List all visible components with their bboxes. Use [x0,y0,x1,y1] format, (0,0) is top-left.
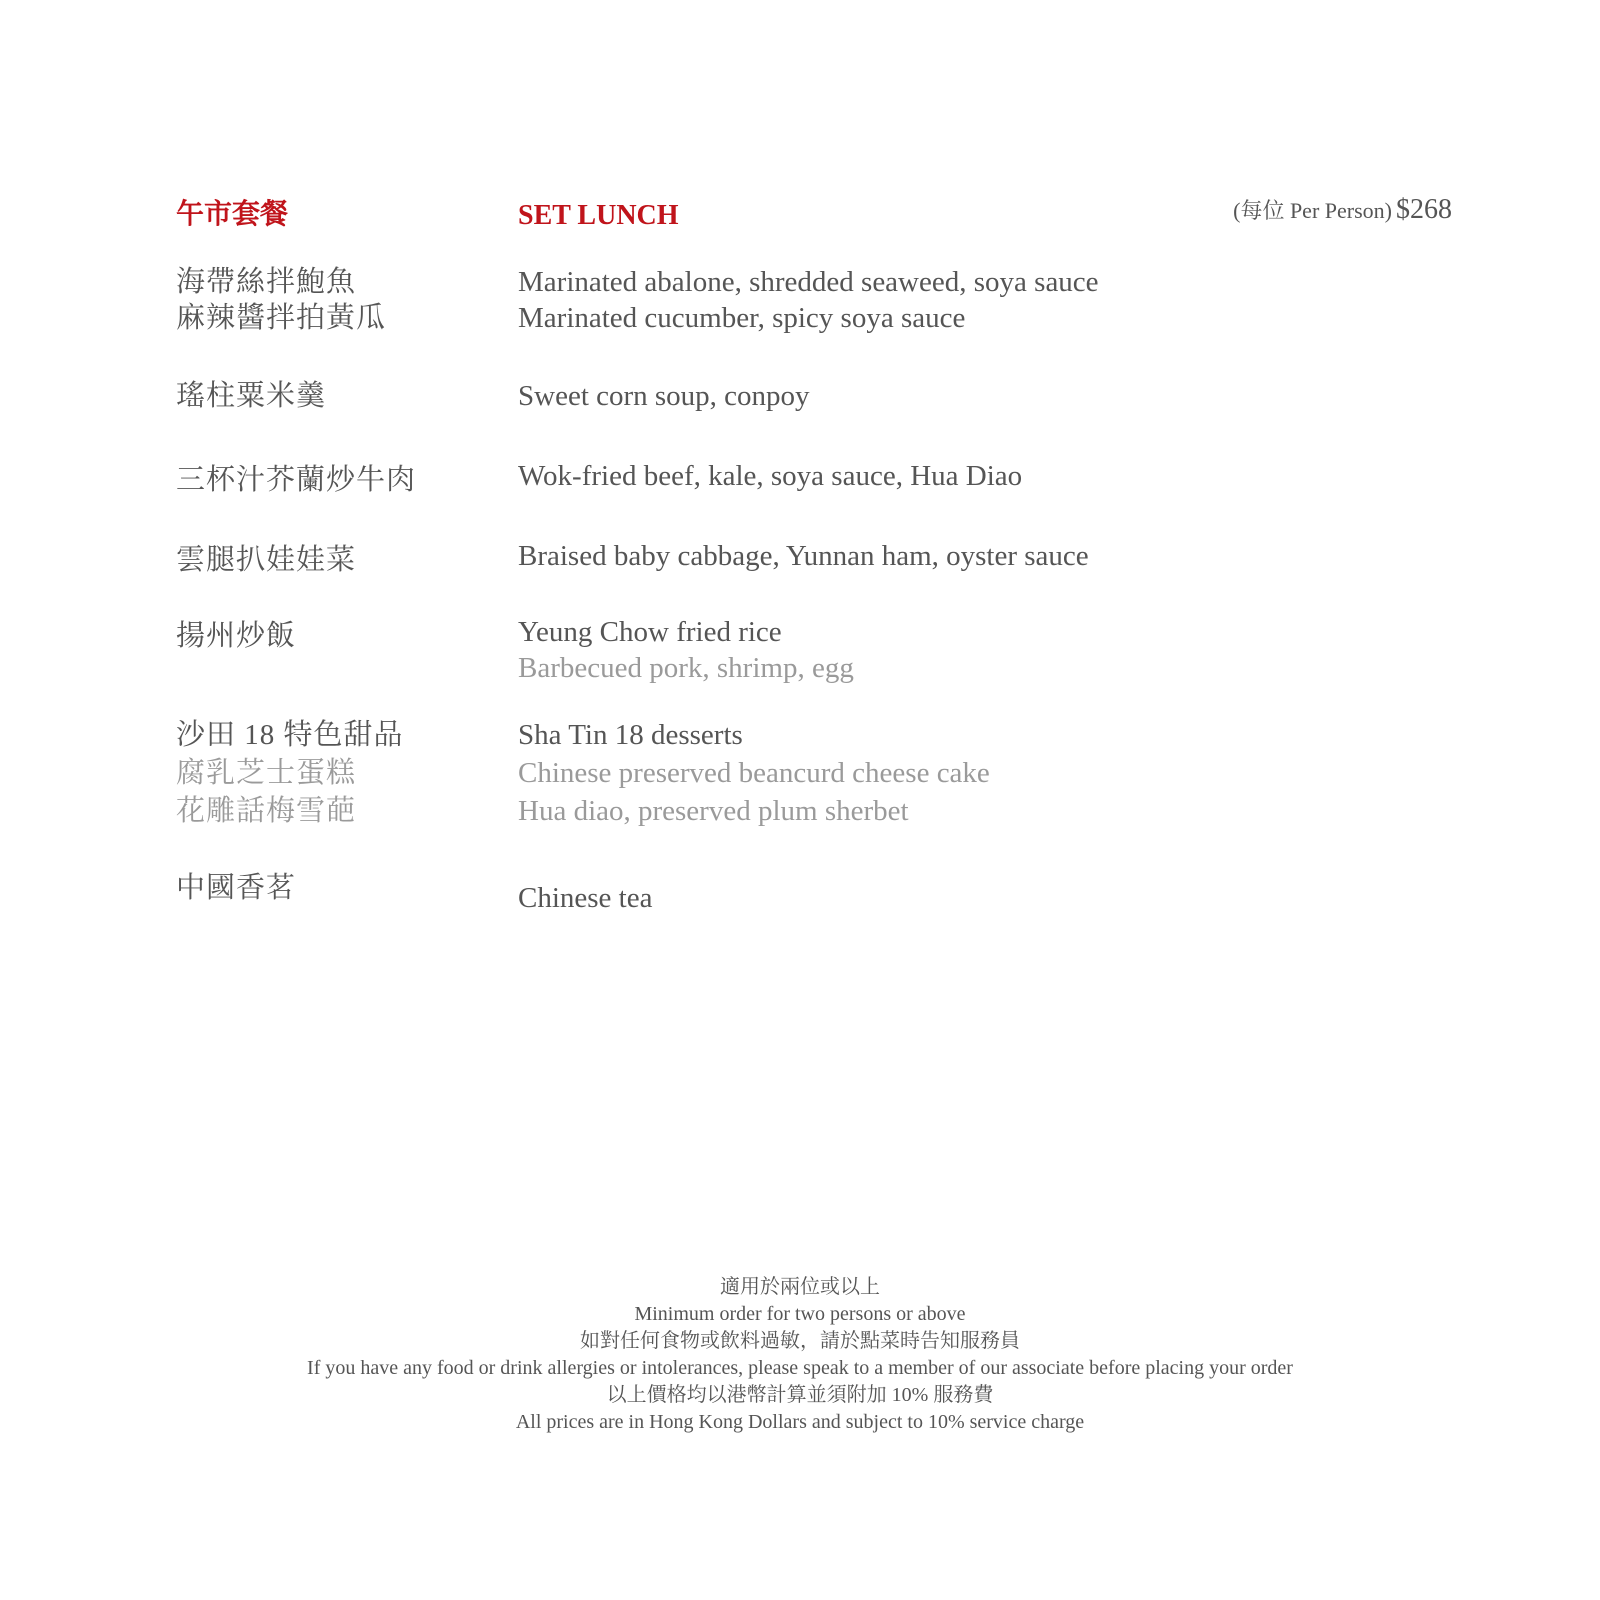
course-name-english [518,538,1418,574]
dish-zh: 海帶絲拌鮑魚 [176,266,357,298]
title-english: SET LUNCH [518,200,679,231]
dish-en: Marinated cucumber, spicy soya sauce [518,302,966,334]
dish-zh: 中國香茗 [176,872,297,904]
dish-en: Marinated abalone, shredded seaweed, soya sauce [518,266,1099,298]
dish-zh: 沙田 18 特色甜品 [176,719,404,751]
course-name-chinese [176,378,476,414]
course-name-chinese [176,716,476,830]
service-charge-note-zh: 以上價格均以港幣計算並須附加 10% 服務費 [606,1384,994,1406]
course-name-english [518,614,1418,686]
course-name-english [518,378,1418,414]
dish-en-description: Barbecued pork, shrimp, egg [518,652,854,684]
dish-zh: 麻辣醬拌拍黃瓜 [176,302,387,334]
price-amount: $268 [1396,194,1452,225]
course-name-chinese [176,264,476,336]
dish-en-item: Chinese preserved beancurd cheese cake [518,757,990,789]
allergy-note-zh: 如對任何食物或飲料過敏，請於點菜時告知服務員 [580,1330,1020,1352]
dish-en: Wok-fried beef, kale, soya sauce, Hua Diao [518,460,1023,492]
course-name-chinese [176,462,476,498]
dish-zh: 三杯汁芥蘭炒牛肉 [176,464,417,496]
dish-en: Sha Tin 18 desserts [518,719,743,751]
course-name-english [518,880,1418,916]
dish-en: Sweet corn soup, conpoy [518,380,810,412]
dish-zh: 雲腿扒娃娃菜 [176,544,357,576]
minimum-order-note-zh: 適用於兩位或以上 [720,1276,880,1298]
title-chinese: 午市套餐 [176,199,289,230]
dish-zh: 瑤柱粟米羹 [176,380,327,412]
price-label: (每位 Per Person) [1233,198,1392,223]
dish-en: Braised baby cabbage, Yunnan ham, oyster sauce [518,540,1089,572]
dish-zh-item: 花雕話梅雪葩 [176,795,357,827]
minimum-order-note-en: Minimum order for two persons or above [634,1303,966,1325]
course-name-chinese [176,542,476,578]
dish-en-item: Hua diao, preserved plum sherbet [518,795,909,827]
price-per-person [1233,194,1452,226]
course-name-chinese [176,870,476,906]
menu-footer-notes [0,1274,1600,1436]
dish-zh: 揚州炒飯 [176,620,297,652]
allergy-note-en: If you have any food or drink allergies or intolerances, please speak to a member of our associate before placing your order [307,1357,1293,1379]
course-name-english [518,264,1418,336]
course-name-english [518,458,1418,494]
service-charge-note-en: All prices are in Hong Kong Dollars and subject to 10% service charge [515,1411,1085,1433]
course-name-english [518,716,1418,830]
dish-en: Yeung Chow fried rice [518,616,782,648]
dish-zh-item: 腐乳芝士蛋糕 [176,757,357,789]
dish-en: Chinese tea [518,882,653,914]
course-name-chinese [176,618,476,654]
menu-header [0,192,1600,242]
